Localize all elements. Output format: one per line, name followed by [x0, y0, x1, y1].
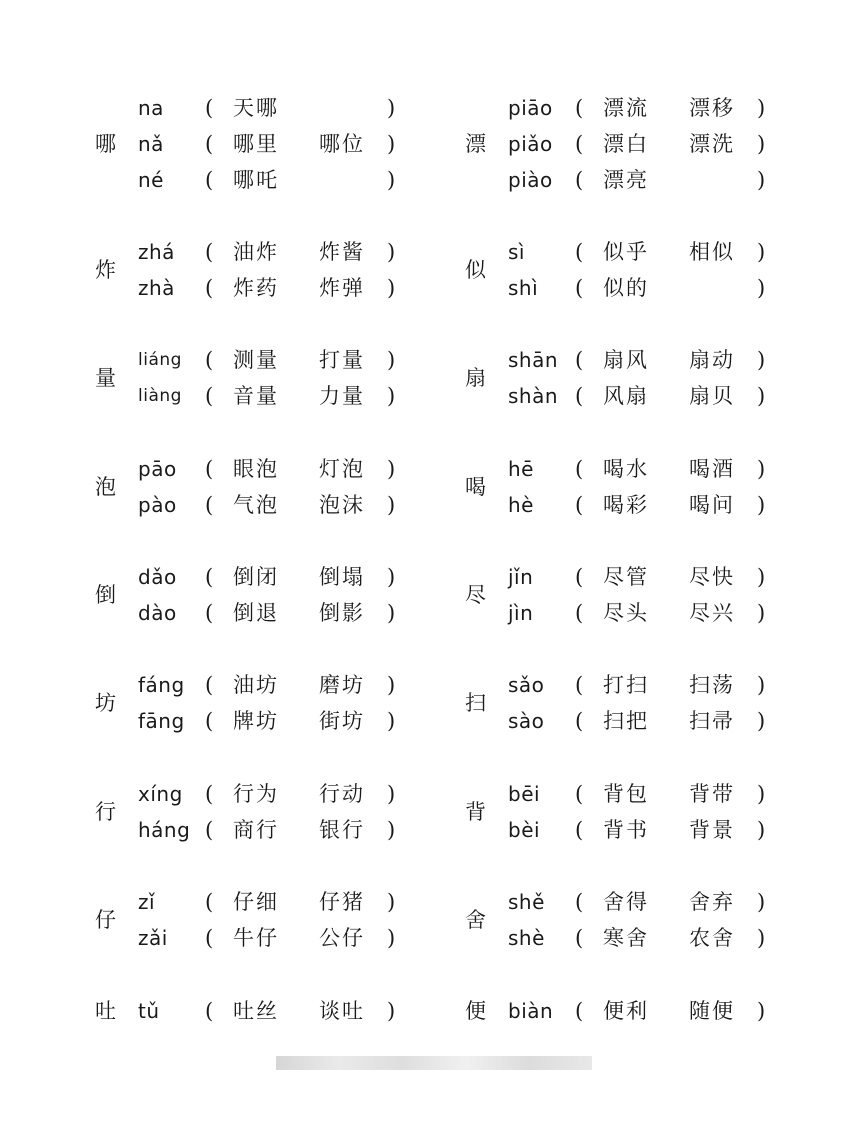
close-paren: ) — [387, 168, 396, 192]
pinyin: pào — [138, 493, 177, 517]
open-paren: ( — [205, 565, 214, 589]
entry-1 — [465, 234, 865, 306]
pinyin: hē — [508, 457, 534, 481]
example-word-1: 眼泡 — [233, 457, 279, 481]
example-word-2: 漂洗 — [689, 132, 735, 156]
reading-line — [95, 993, 495, 1029]
entry-5 — [95, 667, 495, 739]
open-paren: ( — [575, 709, 584, 733]
reading-line — [95, 920, 495, 956]
example-word-2: 背景 — [689, 818, 735, 842]
entry-2 — [95, 342, 495, 414]
open-paren: ( — [205, 457, 214, 481]
entry-0 — [95, 90, 495, 198]
example-word-1: 似的 — [603, 276, 649, 300]
close-paren: ) — [387, 132, 396, 156]
head-character: 尽 — [465, 583, 486, 607]
pinyin: liàng — [138, 386, 182, 406]
close-paren: ) — [757, 457, 766, 481]
close-paren: ) — [757, 999, 766, 1023]
open-paren: ( — [575, 926, 584, 950]
close-paren: ) — [387, 384, 396, 408]
pinyin: liáng — [138, 350, 182, 370]
head-character: 漂 — [465, 132, 486, 156]
reading-line — [465, 234, 865, 270]
example-word-1: 背书 — [603, 818, 649, 842]
close-paren: ) — [387, 565, 396, 589]
reading-line — [465, 812, 865, 848]
example-word-2: 倒塌 — [319, 565, 365, 589]
reading-line — [95, 270, 495, 306]
head-character: 便 — [465, 999, 486, 1023]
close-paren: ) — [387, 782, 396, 806]
close-paren: ) — [757, 601, 766, 625]
close-paren: ) — [387, 890, 396, 914]
left-column — [95, 0, 495, 1030]
open-paren: ( — [205, 168, 214, 192]
example-word-1: 舍得 — [603, 890, 649, 914]
pinyin: shě — [508, 890, 545, 914]
open-paren: ( — [205, 384, 214, 408]
head-character: 舍 — [465, 908, 486, 932]
close-paren: ) — [757, 384, 766, 408]
example-word-2: 泡沫 — [319, 493, 365, 517]
open-paren: ( — [575, 240, 584, 264]
pinyin: zhá — [138, 240, 175, 264]
entry-8 — [95, 993, 495, 1029]
pinyin: bèi — [508, 818, 541, 842]
head-character: 扇 — [465, 366, 486, 390]
reading-line — [95, 667, 495, 703]
pinyin: biàn — [508, 999, 554, 1023]
example-word-2: 尽兴 — [689, 601, 735, 625]
open-paren: ( — [205, 96, 214, 120]
example-word-1: 音量 — [233, 384, 279, 408]
pinyin: xíng — [138, 782, 183, 806]
close-paren: ) — [387, 240, 396, 264]
pinyin: zǎi — [138, 926, 168, 950]
entry-7 — [465, 884, 865, 956]
entry-6 — [465, 776, 865, 848]
right-column — [465, 0, 865, 1030]
example-word-1: 喝水 — [603, 457, 649, 481]
example-word-2: 炸酱 — [319, 240, 365, 264]
pinyin: jǐn — [508, 565, 534, 589]
pinyin: sǎo — [508, 673, 545, 697]
example-word-1: 哪吒 — [233, 168, 279, 192]
example-word-1: 倒闭 — [233, 565, 279, 589]
open-paren: ( — [205, 276, 214, 300]
reading-line — [465, 126, 865, 162]
reading-line — [465, 559, 865, 595]
example-word-1: 油炸 — [233, 240, 279, 264]
reading-line — [95, 234, 495, 270]
reading-line — [95, 812, 495, 848]
pinyin: zǐ — [138, 890, 156, 914]
reading-line — [465, 920, 865, 956]
pinyin: bēi — [508, 782, 541, 806]
open-paren: ( — [205, 890, 214, 914]
example-word-2: 尽快 — [689, 565, 735, 589]
open-paren: ( — [205, 709, 214, 733]
open-paren: ( — [575, 168, 584, 192]
reading-line — [465, 776, 865, 812]
pinyin: sì — [508, 240, 525, 264]
reading-line — [465, 90, 865, 126]
close-paren: ) — [757, 276, 766, 300]
head-character: 吐 — [95, 999, 116, 1023]
reading-line — [95, 162, 495, 198]
close-paren: ) — [757, 709, 766, 733]
head-character: 量 — [95, 366, 116, 390]
example-word-2: 银行 — [319, 818, 365, 842]
pinyin: shè — [508, 926, 545, 950]
example-word-2: 灯泡 — [319, 457, 365, 481]
close-paren: ) — [387, 673, 396, 697]
open-paren: ( — [575, 457, 584, 481]
example-word-2: 喝问 — [689, 493, 735, 517]
entry-3 — [465, 451, 865, 523]
entry-1 — [95, 234, 495, 306]
pinyin: nǎ — [138, 132, 164, 156]
open-paren: ( — [205, 673, 214, 697]
open-paren: ( — [205, 493, 214, 517]
close-paren: ) — [757, 240, 766, 264]
example-word-1: 漂白 — [603, 132, 649, 156]
example-word-1: 扫把 — [603, 709, 649, 733]
pinyin: piāo — [508, 96, 553, 120]
open-paren: ( — [575, 132, 584, 156]
example-word-1: 吐丝 — [233, 999, 279, 1023]
example-word-1: 背包 — [603, 782, 649, 806]
reading-line — [465, 487, 865, 523]
head-character: 行 — [95, 800, 116, 824]
reading-line — [465, 667, 865, 703]
reading-line — [465, 993, 865, 1029]
example-word-1: 牛仔 — [233, 926, 279, 950]
reading-line — [465, 162, 865, 198]
example-word-2: 打量 — [319, 348, 365, 372]
close-paren: ) — [757, 565, 766, 589]
close-paren: ) — [387, 457, 396, 481]
close-paren: ) — [387, 276, 396, 300]
entry-2 — [465, 342, 865, 414]
reading-line — [95, 884, 495, 920]
close-paren: ) — [387, 348, 396, 372]
example-word-1: 似乎 — [603, 240, 649, 264]
example-word-2: 公仔 — [319, 926, 365, 950]
close-paren: ) — [387, 601, 396, 625]
entry-4 — [95, 559, 495, 631]
example-word-1: 炸药 — [233, 276, 279, 300]
example-word-2: 行动 — [319, 782, 365, 806]
pinyin: fáng — [138, 673, 185, 697]
close-paren: ) — [757, 890, 766, 914]
open-paren: ( — [575, 890, 584, 914]
open-paren: ( — [205, 601, 214, 625]
close-paren: ) — [757, 673, 766, 697]
close-paren: ) — [757, 493, 766, 517]
example-word-2: 炸弹 — [319, 276, 365, 300]
pinyin: shān — [508, 348, 559, 372]
reading-line — [465, 378, 865, 414]
head-character: 背 — [465, 800, 486, 824]
pinyin: fāng — [138, 709, 185, 733]
open-paren: ( — [205, 818, 214, 842]
example-word-1: 漂流 — [603, 96, 649, 120]
example-word-2: 街坊 — [319, 709, 365, 733]
reading-line — [95, 451, 495, 487]
example-word-1: 寒舍 — [603, 926, 649, 950]
reading-line — [95, 378, 495, 414]
pinyin: háng — [138, 818, 191, 842]
example-word-1: 尽管 — [603, 565, 649, 589]
reading-line — [95, 703, 495, 739]
pinyin: na — [138, 96, 164, 120]
example-word-1: 牌坊 — [233, 709, 279, 733]
reading-line — [465, 595, 865, 631]
reading-line — [465, 342, 865, 378]
pinyin: zhà — [138, 276, 175, 300]
entry-7 — [95, 884, 495, 956]
head-character: 炸 — [95, 258, 116, 282]
pinyin: tǔ — [138, 999, 160, 1023]
pinyin: né — [138, 168, 164, 192]
reading-line — [95, 126, 495, 162]
head-character: 哪 — [95, 132, 116, 156]
pinyin: shì — [508, 276, 539, 300]
pinyin: piǎo — [508, 132, 553, 156]
head-character: 泡 — [95, 475, 116, 499]
example-word-1: 便利 — [603, 999, 649, 1023]
example-word-1: 天哪 — [233, 96, 279, 120]
example-word-1: 商行 — [233, 818, 279, 842]
reading-line — [465, 270, 865, 306]
example-word-2: 扇贝 — [689, 384, 735, 408]
example-word-2: 相似 — [689, 240, 735, 264]
open-paren: ( — [575, 818, 584, 842]
pinyin: piào — [508, 168, 553, 192]
example-word-2: 倒影 — [319, 601, 365, 625]
close-paren: ) — [387, 96, 396, 120]
pinyin: sào — [508, 709, 545, 733]
open-paren: ( — [575, 96, 584, 120]
close-paren: ) — [757, 132, 766, 156]
footer-bar — [276, 1056, 592, 1070]
open-paren: ( — [575, 565, 584, 589]
example-word-2: 舍弃 — [689, 890, 735, 914]
close-paren: ) — [387, 709, 396, 733]
head-character: 仔 — [95, 908, 116, 932]
close-paren: ) — [387, 818, 396, 842]
example-word-2: 农舍 — [689, 926, 735, 950]
entry-8 — [465, 993, 865, 1029]
open-paren: ( — [575, 673, 584, 697]
open-paren: ( — [575, 601, 584, 625]
head-character: 倒 — [95, 583, 116, 607]
entry-0 — [465, 90, 865, 198]
open-paren: ( — [205, 782, 214, 806]
open-paren: ( — [205, 926, 214, 950]
reading-line — [95, 487, 495, 523]
example-word-2: 扫帚 — [689, 709, 735, 733]
example-word-1: 气泡 — [233, 493, 279, 517]
open-paren: ( — [575, 999, 584, 1023]
close-paren: ) — [757, 96, 766, 120]
head-character: 喝 — [465, 475, 486, 499]
example-word-2: 谈吐 — [319, 999, 365, 1023]
entry-6 — [95, 776, 495, 848]
example-word-1: 喝彩 — [603, 493, 649, 517]
entry-5 — [465, 667, 865, 739]
pinyin: dào — [138, 601, 177, 625]
reading-line — [465, 703, 865, 739]
open-paren: ( — [205, 348, 214, 372]
pinyin: dǎo — [138, 565, 177, 589]
open-paren: ( — [205, 132, 214, 156]
reading-line — [95, 595, 495, 631]
close-paren: ) — [757, 926, 766, 950]
example-word-2: 力量 — [319, 384, 365, 408]
example-word-1: 油坊 — [233, 673, 279, 697]
pinyin: jìn — [508, 601, 534, 625]
entry-4 — [465, 559, 865, 631]
example-word-2: 仔猪 — [319, 890, 365, 914]
pinyin: hè — [508, 493, 534, 517]
entry-3 — [95, 451, 495, 523]
example-word-1: 倒退 — [233, 601, 279, 625]
open-paren: ( — [575, 782, 584, 806]
example-word-2: 哪位 — [319, 132, 365, 156]
example-word-1: 尽头 — [603, 601, 649, 625]
example-word-2: 扇动 — [689, 348, 735, 372]
close-paren: ) — [757, 348, 766, 372]
head-character: 似 — [465, 258, 486, 282]
head-character: 扫 — [465, 691, 486, 715]
example-word-2: 扫荡 — [689, 673, 735, 697]
close-paren: ) — [387, 999, 396, 1023]
open-paren: ( — [575, 384, 584, 408]
example-word-2: 喝酒 — [689, 457, 735, 481]
example-word-2: 磨坊 — [319, 673, 365, 697]
example-word-2: 随便 — [689, 999, 735, 1023]
example-word-1: 打扫 — [603, 673, 649, 697]
reading-line — [465, 451, 865, 487]
example-word-1: 漂亮 — [603, 168, 649, 192]
open-paren: ( — [205, 240, 214, 264]
reading-line — [95, 342, 495, 378]
reading-line — [465, 884, 865, 920]
open-paren: ( — [575, 493, 584, 517]
open-paren: ( — [575, 276, 584, 300]
example-word-1: 测量 — [233, 348, 279, 372]
example-word-1: 哪里 — [233, 132, 279, 156]
example-word-2: 背带 — [689, 782, 735, 806]
close-paren: ) — [387, 493, 396, 517]
open-paren: ( — [205, 999, 214, 1023]
close-paren: ) — [757, 818, 766, 842]
close-paren: ) — [757, 168, 766, 192]
example-word-1: 风扇 — [603, 384, 649, 408]
reading-line — [95, 559, 495, 595]
example-word-1: 行为 — [233, 782, 279, 806]
example-word-1: 扇风 — [603, 348, 649, 372]
open-paren: ( — [575, 348, 584, 372]
pinyin: shàn — [508, 384, 559, 408]
close-paren: ) — [757, 782, 766, 806]
example-word-1: 仔细 — [233, 890, 279, 914]
head-character: 坊 — [95, 691, 116, 715]
example-word-2: 漂移 — [689, 96, 735, 120]
close-paren: ) — [387, 926, 396, 950]
reading-line — [95, 776, 495, 812]
pinyin: pāo — [138, 457, 177, 481]
reading-line — [95, 90, 495, 126]
